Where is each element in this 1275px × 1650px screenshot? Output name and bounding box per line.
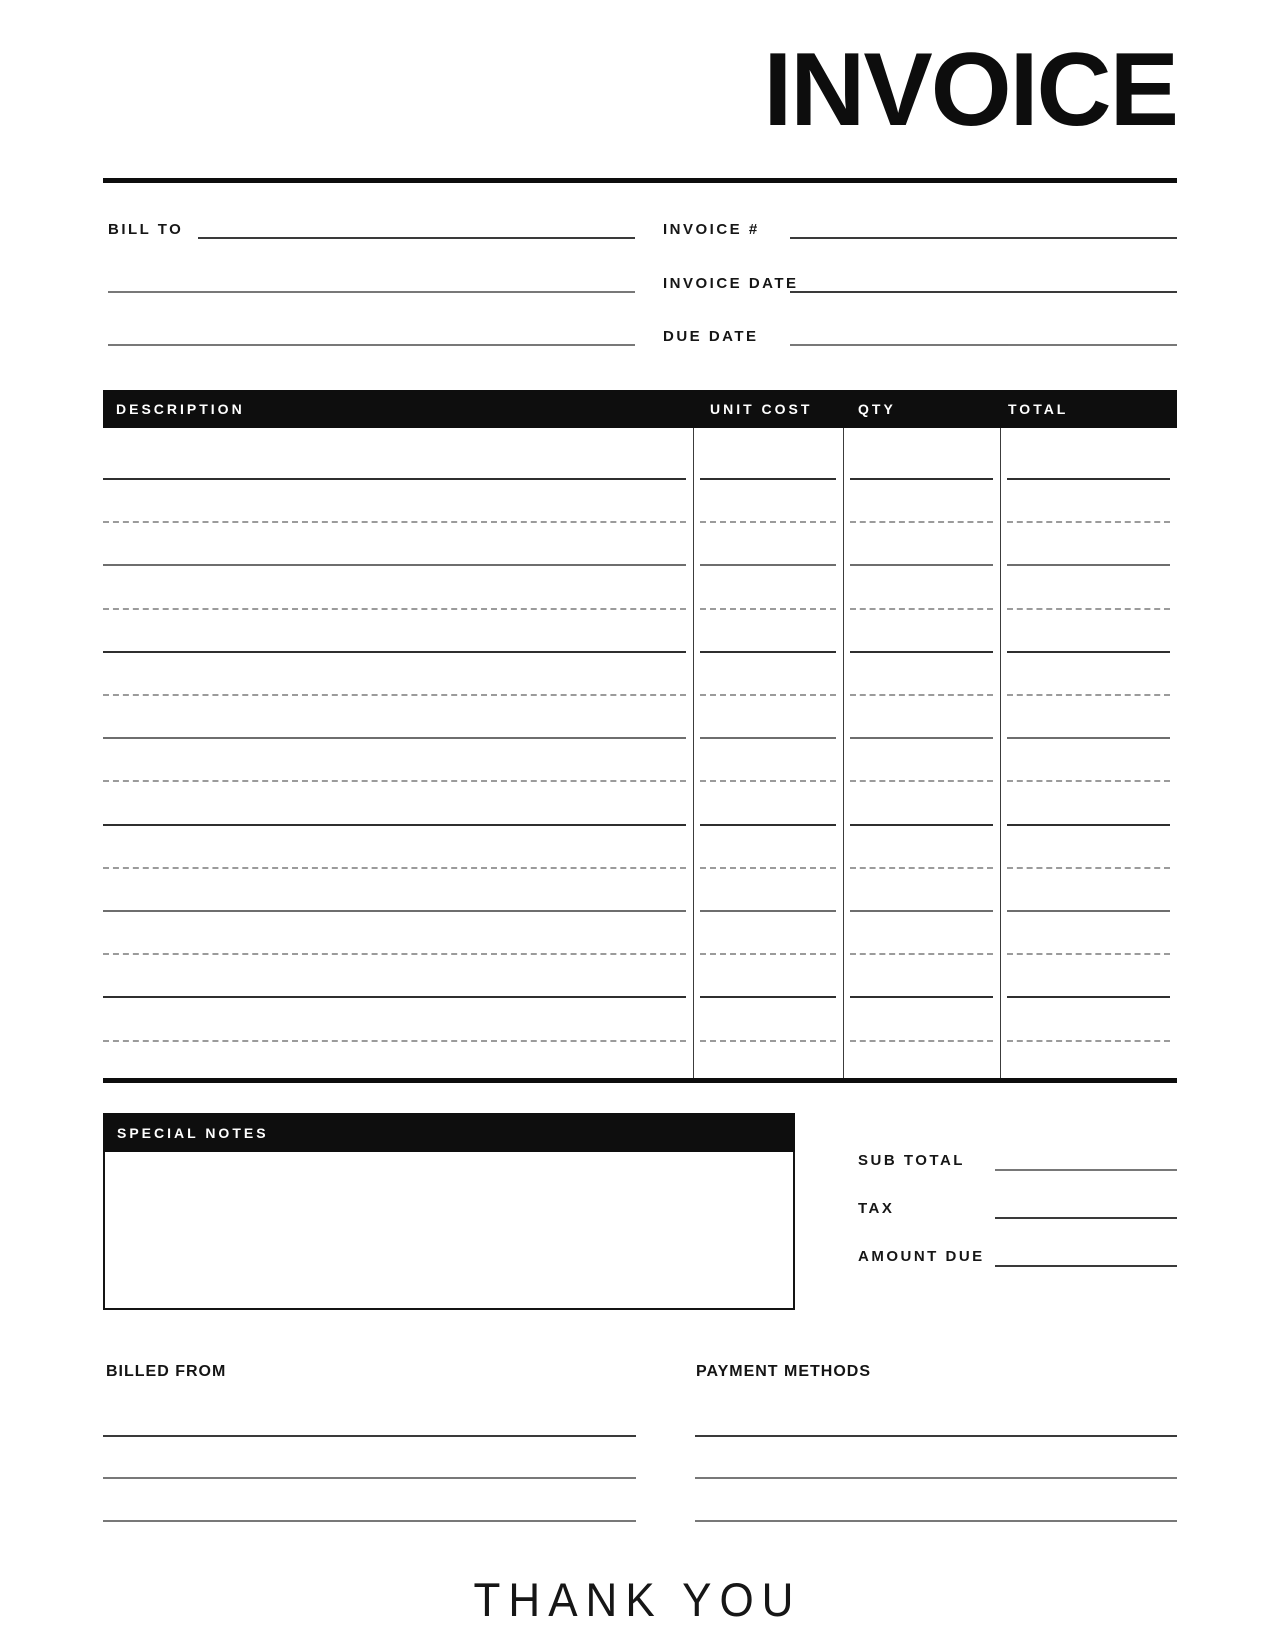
bill-to-field-line-3[interactable] (108, 344, 635, 346)
amount-due-label: AMOUNT DUE (858, 1248, 985, 1265)
subtotal-field-line[interactable] (995, 1169, 1177, 1171)
billed-from-field-line-1[interactable] (103, 1435, 636, 1437)
subtotal-row (858, 1147, 1177, 1171)
items-table-header (103, 390, 1177, 428)
header-divider (103, 178, 1177, 183)
payment-methods-label: PAYMENT METHODS (696, 1363, 872, 1380)
tax-label: TAX (858, 1200, 895, 1217)
due-date-label: DUE DATE (663, 328, 759, 345)
amount-due-row (858, 1243, 1177, 1267)
column-divider-1 (693, 428, 694, 1078)
column-divider-2 (843, 428, 844, 1078)
tax-row (858, 1195, 1177, 1219)
invoice-date-field-line[interactable] (790, 291, 1177, 293)
special-notes-label: SPECIAL NOTES (117, 1124, 269, 1141)
billed-from-field-line-3[interactable] (103, 1520, 636, 1522)
amount-due-field-line[interactable] (995, 1265, 1177, 1267)
invoice-number-label: INVOICE # (663, 221, 760, 238)
invoice-number-field-line[interactable] (790, 237, 1177, 239)
bill-to-label: BILL TO (108, 221, 184, 238)
items-table-bottom-border (103, 1078, 1177, 1083)
page-title: INVOICE (763, 32, 1177, 148)
payment-methods-field-line-2[interactable] (695, 1477, 1177, 1479)
special-notes-box[interactable] (103, 1152, 795, 1310)
column-header-total: TOTAL (1008, 401, 1069, 417)
billed-from-field-line-2[interactable] (103, 1477, 636, 1479)
invoice-date-label: INVOICE DATE (663, 275, 799, 292)
tax-field-line[interactable] (995, 1217, 1177, 1219)
thank-you-text: THANK YOU (473, 1574, 802, 1627)
column-header-qty: QTY (858, 401, 896, 417)
column-divider-3 (1000, 428, 1001, 1078)
items-table-body[interactable] (103, 428, 1177, 1078)
billed-from-label: BILLED FROM (106, 1363, 227, 1380)
due-date-field-line[interactable] (790, 344, 1177, 346)
bill-to-field-line-2[interactable] (108, 291, 635, 293)
payment-methods-field-line-3[interactable] (695, 1520, 1177, 1522)
payment-methods-field-line-1[interactable] (695, 1435, 1177, 1437)
column-header-description: DESCRIPTION (116, 401, 245, 417)
special-notes-header (103, 1113, 795, 1152)
subtotal-label: SUB TOTAL (858, 1152, 965, 1169)
column-header-unit-cost: UNIT COST (710, 401, 813, 417)
bill-to-field-line-1[interactable] (198, 237, 635, 239)
